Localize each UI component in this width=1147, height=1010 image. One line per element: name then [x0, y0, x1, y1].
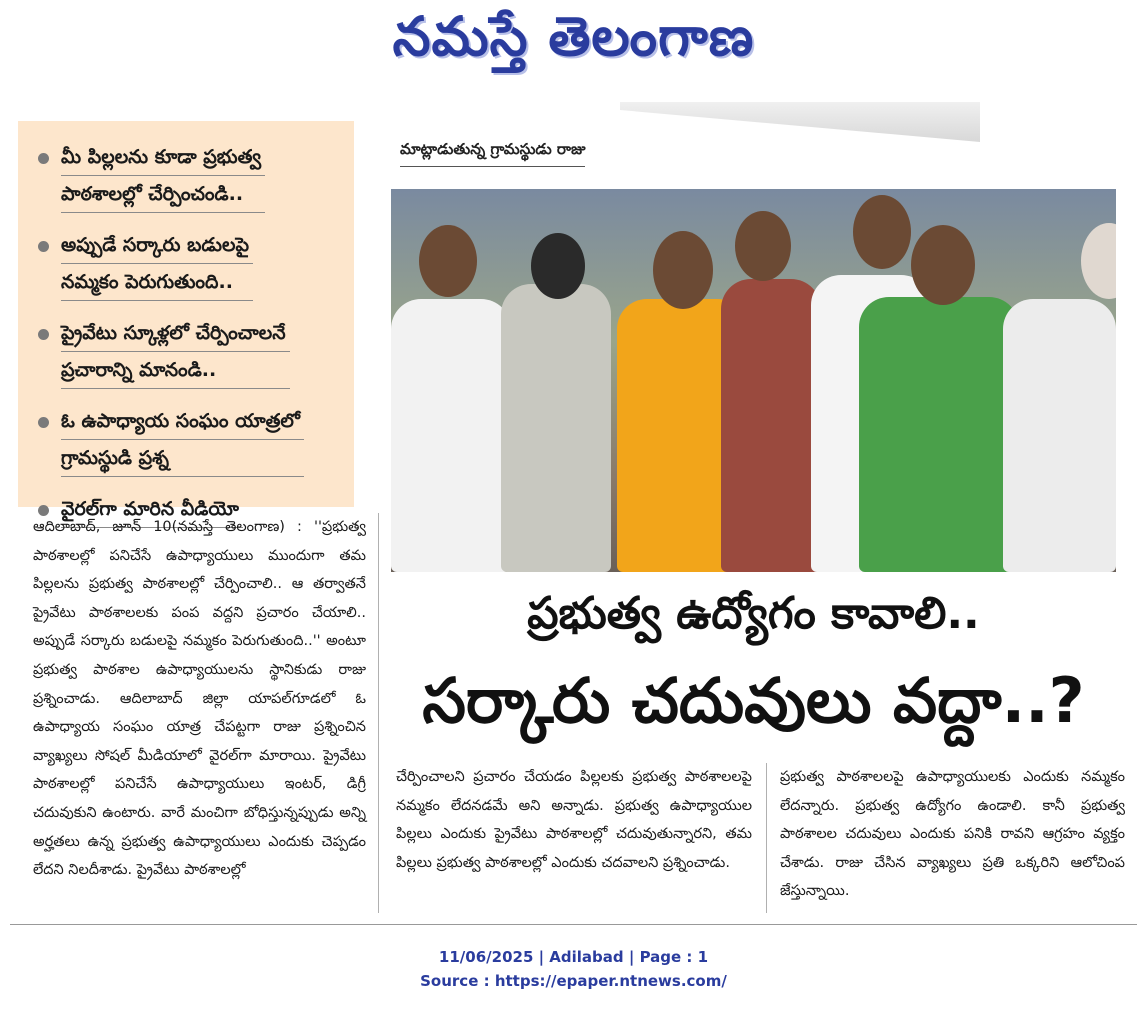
- masthead-decoration: [620, 102, 980, 142]
- article-column-right: [780, 763, 1125, 906]
- highlight-line: పాఠశాలల్లో చేర్పించండి..: [61, 176, 265, 213]
- bullet-icon: [38, 153, 49, 164]
- highlight-line: గ్రామస్థుడి ప్రశ్న: [61, 440, 304, 477]
- highlight-line: మీ పిల్లలను కూడా ప్రభుత్వ: [61, 139, 265, 176]
- news-photo: [391, 189, 1116, 572]
- photo-figure: [501, 284, 611, 572]
- headline-line-2: సర్కారు చదువులు వద్దా..?: [422, 664, 1085, 737]
- photo-figure-head: [853, 195, 911, 269]
- article-column-left: [33, 513, 366, 885]
- highlight-line: అప్పుడే సర్కారు బడులపై: [61, 227, 253, 264]
- photo-figure-head: [653, 231, 713, 309]
- highlight-line: నమ్మకం పెరుగుతుంది..: [61, 264, 253, 301]
- article-column-middle: [396, 763, 752, 877]
- article-paragraph: ఆదిలాబాద్, జూన్ 10(నమస్తే తెలంగాణ) : ''ప్రభుత్వ పాఠశాలల్లో పనిచేసే ఉపాధ్యాయులు ముందుగా తమ పిల్లలను ప్రభుత్వ పాఠశాలల్లో చేర్పించాలి.. ఆ తర్వాతనే ప్రైవేటు పాఠశాలలకు పంప వద్దని ప్రచారం చేయాలి.. అప్పుడే సర్కారు బడులపై నమ్మకం పెరుగుతుంది..'' అంటూ ప్రభుత్వ పాఠశాల ఉపాధ్యాయులను స్థానికుడు రాజు ప్రశ్నించాడు. ఆదిలాబాద్ జిల్లా యాపల్‌గూడలో ఓ ఉపాధ్యాయ సంఘం యాత్ర చేపట్టగా రాజు ప్రశ్నించిన వ్యాఖ్యలు సోషల్ మీడియాలో వైరల్‌గా మారాయి. ప్రైవేటు పాఠశాలల్లో పనిచేసే ఉపాధ్యాయులు ఇంటర్, డిగ్రీ చదువుకుని ఉంటారు. వారే మంచిగా బోధిస్తున్నప్పుడు అన్ని అర్హతలు ఉన్న ప్రభుత్వ ఉపాధ్యాయులు ఎందుకు చెప్పడం లేదని నిలదీశాడు. ప్రైవేటు పాఠశాలల్లో: [33, 519, 366, 879]
- highlight-line: ప్రైవేటు స్కూళ్లలో చేర్పించాలనే: [61, 315, 290, 352]
- highlight-item: [38, 139, 340, 213]
- highlight-item: [38, 315, 340, 389]
- footer-source: Source : https://epaper.ntnews.com/: [420, 972, 727, 990]
- photo-figure-head: [911, 225, 975, 305]
- highlight-line: వైరల్‌గా మారిన వీడియో: [61, 491, 243, 528]
- article-paragraph: ప్రభుత్వ పాఠశాలలపై ఉపాధ్యాయులకు ఎందుకు నమ్మకం లేదన్నారు. ప్రభుత్వ ఉద్యోగం ఉండాలి. కానీ ప్రభుత్వ పాఠశాలల చదువులు ఎందుకు పనికి రావని ఆగ్రహం వ్యక్తం చేశాడు. రాజు చేసిన వ్యాఖ్యలు ప్రతి ఒక్కరిని ఆలోచింప జేస్తున్నాయి.: [780, 769, 1125, 900]
- photo-figure-head: [1081, 223, 1116, 299]
- footer-date-edition: 11/06/2025 | Adilabad | Page : 1: [438, 948, 709, 966]
- bullet-icon: [38, 241, 49, 252]
- article-paragraph: చేర్పించాలని ప్రచారం చేయడం పిల్లలకు ప్రభుత్వ పాఠశాలలపై నమ్మకం లేదనడమే అని అన్నాడు. ప్రభుత్వ ఉపాధ్యాయుల పిల్లలు ఎందుకు ప్రైవేటు పాఠశాలల్లో చదువుతున్నారని, తమ పిల్లలు ప్రభుత్వ పాఠశాలల్లో ఎందుకు చదవాలని ప్రశ్నించాడు.: [396, 769, 752, 871]
- column-divider: [766, 763, 767, 913]
- photo-caption: మాట్లాడుతున్న గ్రామస్థుడు రాజు: [400, 140, 585, 167]
- column-divider: [378, 513, 379, 913]
- highlights-box: [18, 121, 354, 520]
- headline-line-1: ప్రభుత్వ ఉద్యోగం కావాలి..: [527, 588, 980, 639]
- bullet-icon: [38, 417, 49, 428]
- footer-divider: [10, 924, 1137, 925]
- bullet-icon: [38, 329, 49, 340]
- photo-figure-head: [735, 211, 791, 281]
- photo-figure-head: [419, 225, 477, 297]
- photo-figure: [721, 279, 821, 572]
- photo-figure-head: [531, 233, 585, 299]
- photo-figure: [1003, 299, 1116, 572]
- highlight-item: [38, 227, 340, 301]
- highlight-line: ప్రచారాన్ని మానండి..: [61, 352, 290, 389]
- photo-figure: [391, 299, 511, 572]
- photo-figure: [859, 297, 1019, 572]
- highlight-line: ఓ ఉపాధ్యాయ సంఘం యాత్రలో: [61, 403, 304, 440]
- highlight-item: [38, 403, 340, 477]
- masthead-title: నమస్తే తెలంగాణ: [392, 4, 755, 68]
